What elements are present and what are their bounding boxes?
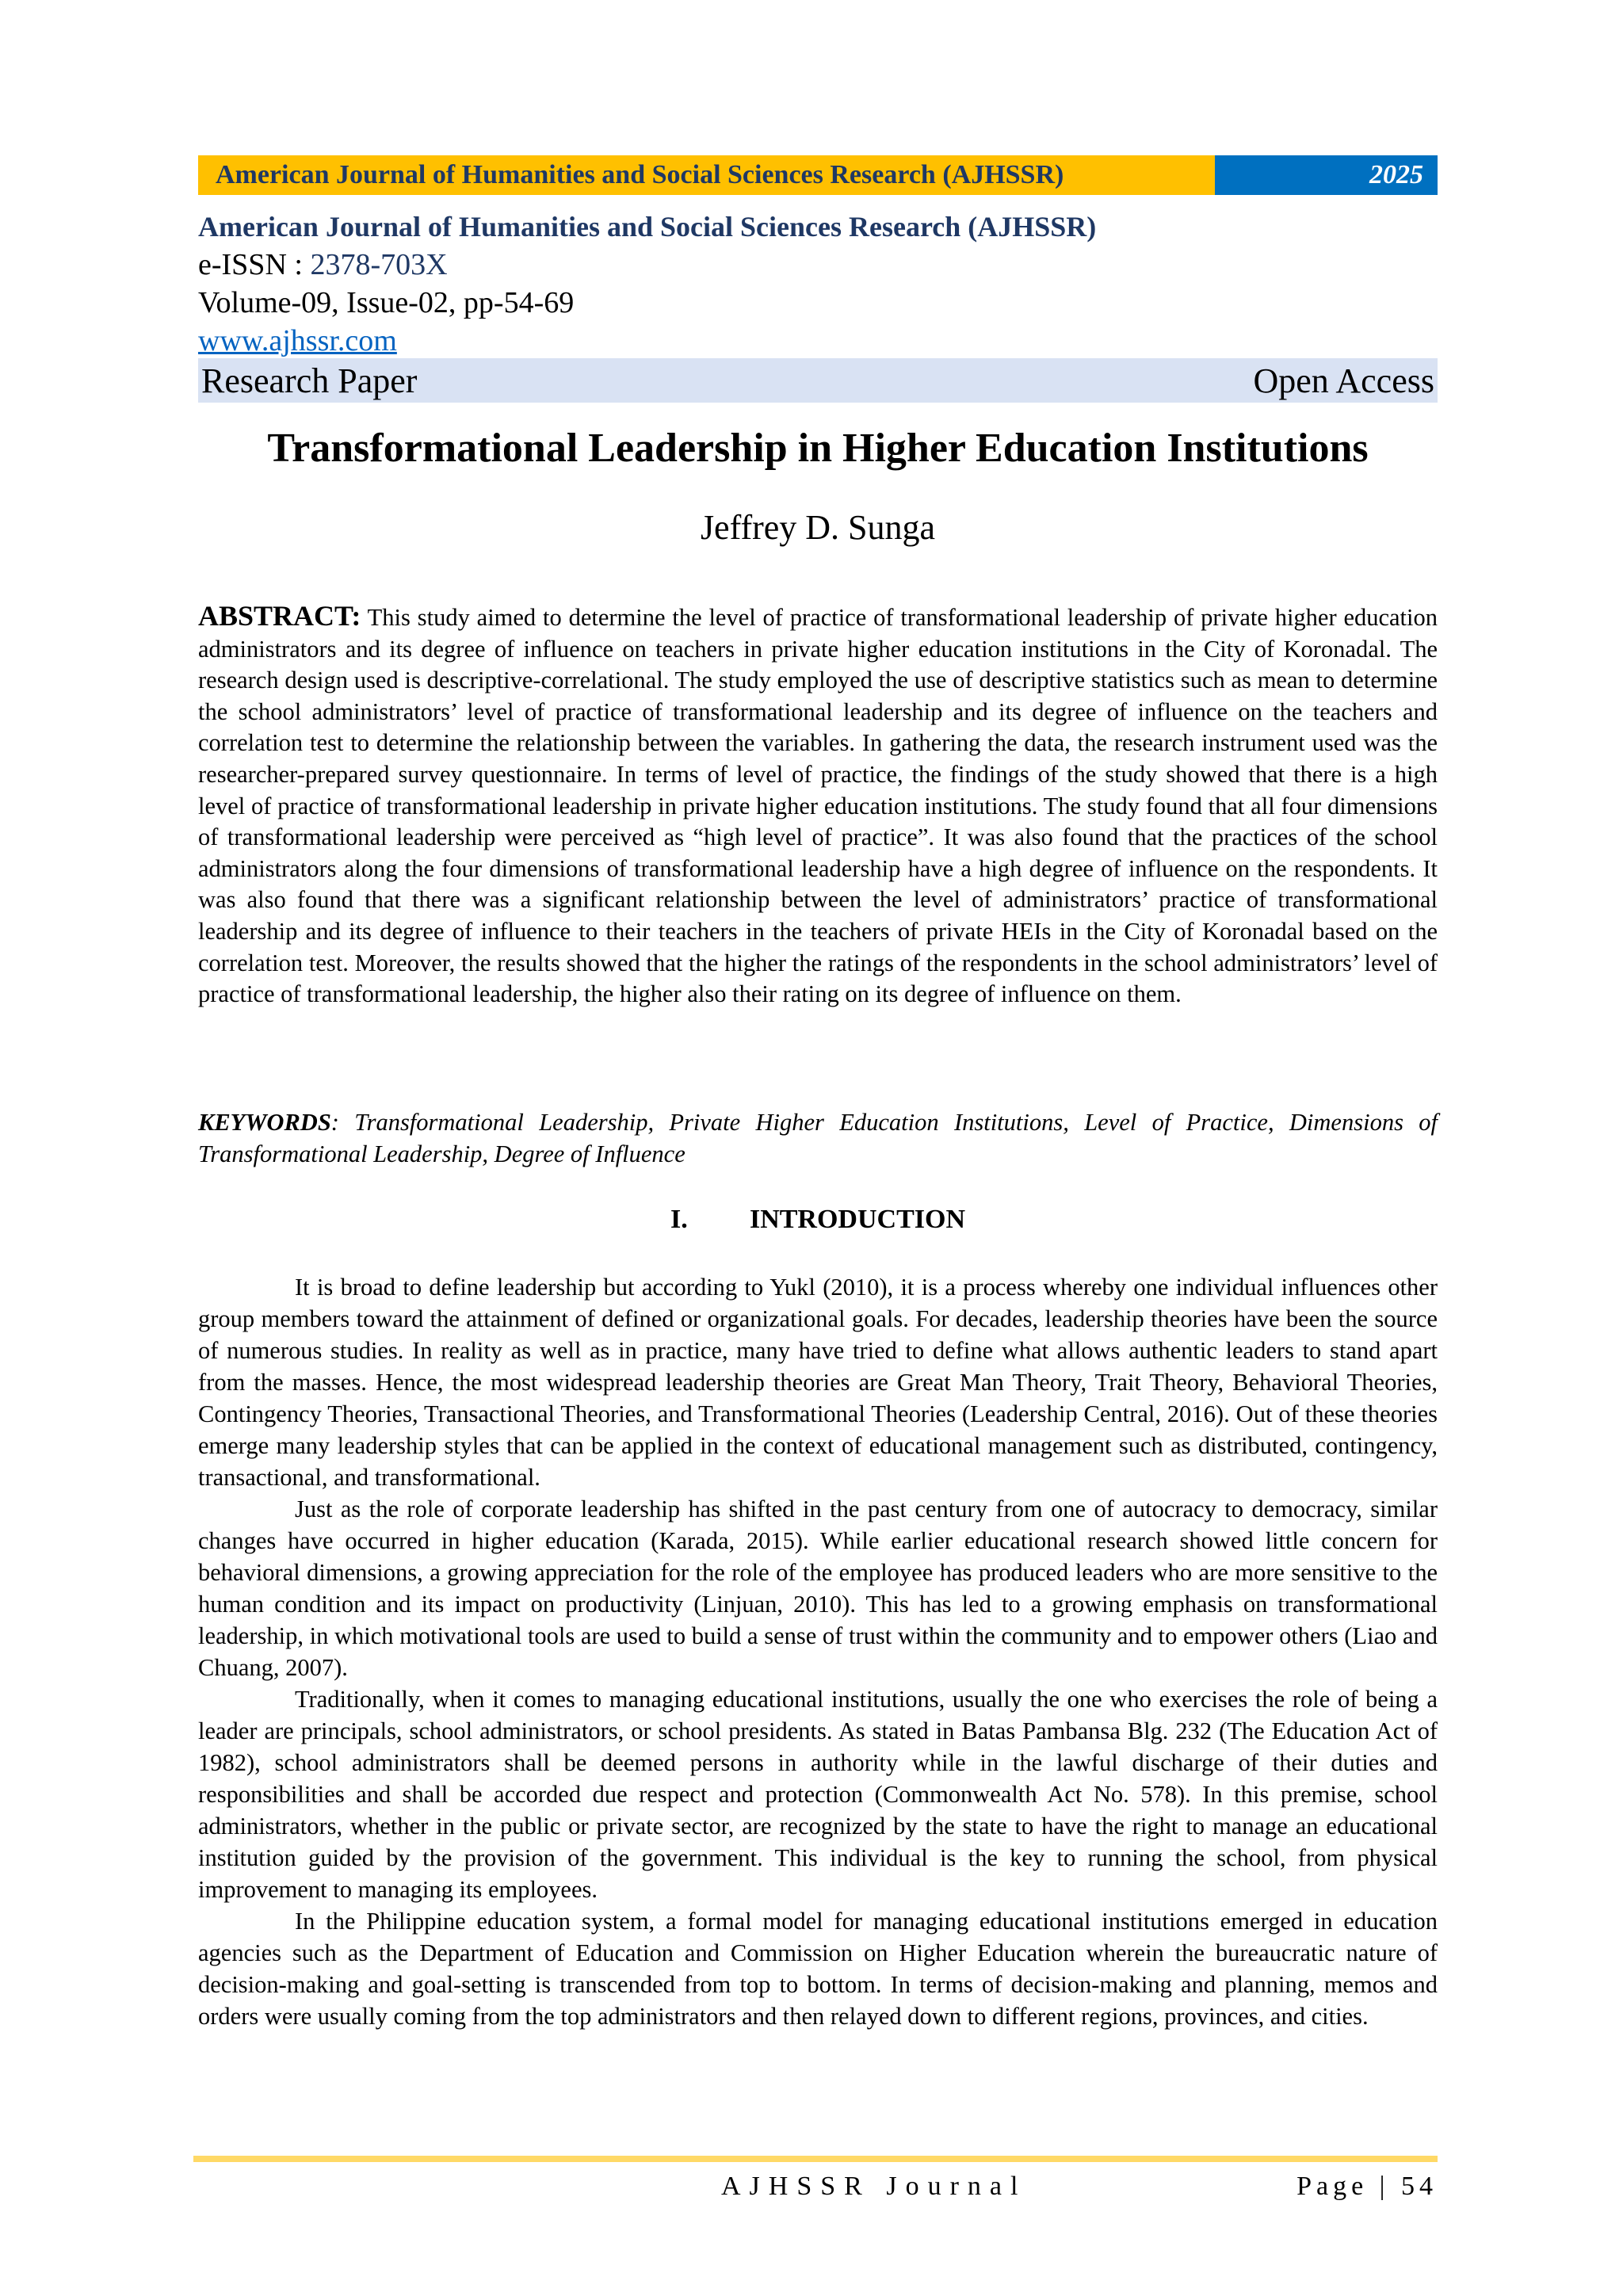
section-number: I. bbox=[670, 1205, 688, 1234]
volume-line: Volume-09, Issue-02, pp-54-69 bbox=[198, 286, 575, 319]
keywords-label: KEYWORDS bbox=[198, 1109, 331, 1136]
issn-value: 2378-703X bbox=[310, 248, 448, 281]
paragraph: It is broad to define leadership but according to Yukl (2010), it is a process whereby one individual influences other group members toward the attainment of defined or organizational goals. For decades, leadership theories have been the source of numerous studies. In reality as well as in practice, many have tried to define what allows authentic leaders to stand apart from the masses. Hence, the most widespread leadership theories are Great Man Theory, Trait Theory, Behavioral Theories, Contingency Theories, Transactional Theories, and Transformational Theories (Leadership Central, 2016). Out of these theories emerge many leadership styles that can be applied in the context of educational management such as distributed, contingency, transactional, and transformational. bbox=[198, 1274, 1438, 1491]
paper-title: Transformational Leadership in Higher Education Institutions bbox=[267, 426, 1369, 471]
journal-info bbox=[198, 208, 1438, 360]
section-heading bbox=[198, 1205, 1438, 1235]
journal-banner bbox=[198, 155, 1438, 195]
banner-journal-name: American Journal of Humanities and Social Sciences Research (AJHSSR) bbox=[198, 155, 1215, 195]
footer-page-number: Page | 54 bbox=[1296, 2172, 1438, 2201]
website-link[interactable]: www.ajhssr.com bbox=[198, 324, 397, 357]
abstract-text: This study aimed to determine the level of practice of transformational leadership of private higher education administrators and its degree of influence on teachers in private higher education institutions in the City of Koronadal. The research design used is descriptive-correlational. The study employed the use of descriptive statistics such as mean to determine the school administrators’ level of practice of transformational leadership and its degree of influence on the teachers and correlation test to determine the relationship between the variables. In gathering the data, the research instrument used was the researcher-prepared survey questionnaire. In terms of level of practice, the findings of the study showed that there is a high level of practice of transformational leadership in private higher education institutions. The study found that all four dimensions of transformational leadership were perceived as “high level of practice”. It was also found that the practices of the school administrators along the four dimensions of transformational leadership have a high degree of influence on the respondents. It was also found that there was a significant relationship between the level of administrators’ practice of transformational leadership and its degree of influence to their teachers in the teachers of private HEIs in the City of Koronadal based on the correlation test. Moreover, the results showed that the higher the ratings of the respondents in the school administrators’ level of practice of transformational leadership, the higher also their rating on its degree of influence on them. bbox=[198, 604, 1438, 1008]
keywords bbox=[198, 1106, 1438, 1170]
footer-rule bbox=[193, 2156, 1438, 2162]
paragraph: Traditionally, when it comes to managing educational institutions, usually the one who exercises the role of being a leader are principals, school administrators, or school presidents. As stated in Batas Pambansa Blg. 232 (The Education Act of 1982), school administrators shall be deemed persons in authority while in the lawful discharge of their duties and responsibilities and shall be accorded due respect and protection (Commonwealth Act No. 578). In this premise, school administrators, whether in the public or private sector, are recognized by the state to have the right to manage an educational institution guided by the provision of the government. This individual is the key to running the school, from physical improvement to managing its employees. bbox=[198, 1686, 1438, 1903]
author-name: Jeffrey D. Sunga bbox=[700, 508, 936, 547]
paper-type: Research Paper bbox=[201, 361, 418, 400]
issn-label: e-ISSN : bbox=[198, 248, 311, 281]
issn-line bbox=[198, 246, 1438, 284]
section-title: INTRODUCTION bbox=[749, 1205, 966, 1234]
paragraph: In the Philippine education system, a formal model for managing educational institutions emerged in education agencies such as the Department of Education and Commission on Higher Education wherein the bureaucratic nature of decision-making and goal-setting is transcended from top to bottom. In terms of decision-making and planning, memos and orders were usually coming from the top administrators and then relayed down to different regions, provinces, and cities. bbox=[198, 1908, 1438, 2030]
introduction-body bbox=[198, 1271, 1438, 2032]
abstract bbox=[198, 601, 1438, 1010]
paragraph: Just as the role of corporate leadership has shifted in the past century from one of autocracy to democracy, similar changes have occurred in higher education (Karada, 2015). While earlier educational research showed little concern for behavioral dimensions, a growing appreciation for the role of the employee has produced leaders who are more sensitive to the human condition and its impact on productivity (Linjuan, 2010). This has led to a growing emphasis on transformational leadership, in which motivational tools are used to build a sense of trust within the community and to empower others (Liao and Chuang, 2007). bbox=[198, 1496, 1438, 1681]
abstract-label: ABSTRACT: bbox=[198, 600, 361, 632]
footer-journal: AJHSSR Journal bbox=[721, 2172, 1027, 2201]
journal-title: American Journal of Humanities and Social Sciences Research (AJHSSR) bbox=[198, 211, 1097, 243]
banner-year: 2025 bbox=[1215, 155, 1438, 195]
access-type: Open Access bbox=[1253, 361, 1434, 400]
paper-type-bar bbox=[198, 358, 1438, 403]
keywords-text: : Transformational Leadership, Private Higher Education Institutions, Level of Practice, Dimensions of Transformational Leadership, Degree of Influence bbox=[198, 1109, 1438, 1167]
